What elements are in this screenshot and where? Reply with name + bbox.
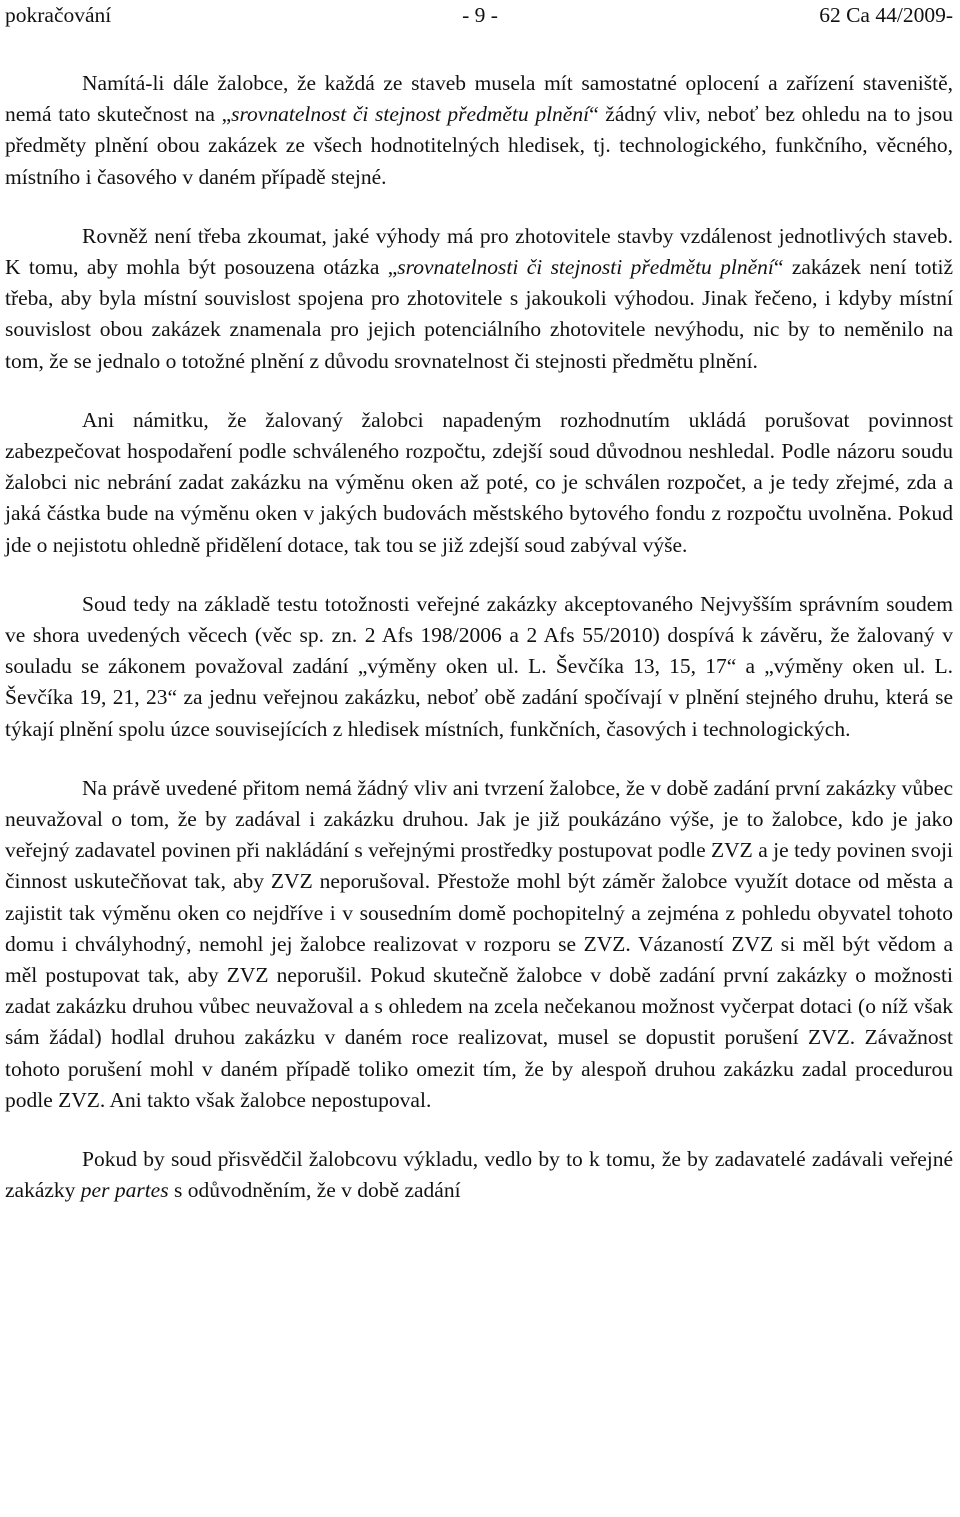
paragraph (5, 1144, 953, 1206)
document-body (5, 68, 953, 1207)
italic-text: srovnatelnosti či stejnosti předmětu plnění (397, 255, 774, 280)
paragraph-text: “ zakázek není totiž třeba, aby byla místní souvislost spojena pro zhotovitele s jakoukoli výhodou. Jinak řečeno, i kdyby místní souvislost obou zakázek znamenala pro jejich potenciálního zhotovitele nevýhodu, nic by to neměnilo na tom, že se jednalo o totožné plnění z důvodu srovnatelnost či stejnosti předmětu plnění. (5, 255, 953, 373)
paragraph (5, 221, 953, 377)
paragraph-text: Ani námitku, že žalovaný žalobci napadeným rozhodnutím ukládá porušovat povinnost zabezpečovat hospodaření podle schváleného rozpočtu, zdejší soud důvodnou neshledal. Podle názoru soudu žalobci nic nebrání zadat zakázku na výměnu oken až poté, co je schválen rozpočet, a je tedy zřejmé, zda a jaká částka bude na výměnu oken v jakých budovách městského bytového fondu z rozpočtu uvolněna. Pokud jde o nejistotu ohledně přidělení dotace, tak tou se již zdejší soud zabýval výše. (5, 407, 953, 557)
page-number: - 9 - (462, 3, 498, 27)
paragraph (5, 773, 953, 1116)
paragraph-text: Namítá-li dále žalobce, že každá ze staveb musela mít samostatné oplocení a zařízení staveniště, nemá tato skutečnost na „ (5, 71, 953, 127)
paragraph (5, 589, 953, 745)
paragraph-text: Pokud by soud přisvědčil žalobcovu výkladu, vedlo by to k tomu, že by zadavatelé zadávali veřejné zakázky (5, 1147, 953, 1203)
paragraph (5, 68, 953, 193)
page-header (5, 0, 953, 30)
paragraph-text: “ žádný vliv, neboť bez ohledu na to jsou předměty plnění obou zakázek ze všech hodnotitelných hledisek, tj. technologického, funkčního, věcného, místního i časového v daném případě stejné. (5, 102, 953, 189)
paragraph (5, 405, 953, 561)
paragraph-text: Na právě uvedené přitom nemá žádný vliv ani tvrzení žalobce, že v době zadání první zakázky vůbec neuvažoval o tom, že by zadával i zakázku druhou. Jak je již poukázáno výše, je to žalobce, kdo je jako veřejný zadavatel povinen při nakládání s veřejnými prostředky postupovat podle ZVZ a je tedy povinen svoji činnost uskutečňovat tak, aby ZVZ neporušoval. Přestože mohl být záměr žalobce využít dotace od města a zajistit tak výměnu oken co nejdříve i v sousedním domě pochopitelný a zejména z pohledu obyvatel tohoto domu i chvályhodný, nemohl jej žalobce realizovat v rozporu se ZVZ. Vázaností ZVZ si měl být vědom a měl postupovat tak, aby ZVZ neporušil. Pokud skutečně žalobce v době zadání první zakázky o možnosti zadat zakázku druhou vůbec neuvažoval a s ohledem na zcela nečekanou možnost vyčerpat dotaci (o níž však sám žádal) hodlal druhou zakázku v daném roce realizovat, musel se dopustit porušení ZVZ. Závažnost tohoto porušení mohl v daném případě toliko omezit tím, že by alespoň druhou zakázku zadal procedurou podle ZVZ. Ani takto však žalobce nepostupoval. (5, 775, 953, 1112)
italic-text: per partes (80, 1178, 169, 1203)
header-left: pokračování (5, 3, 112, 27)
italic-text: srovnatelnost či stejnost předmětu plnění (231, 102, 590, 127)
paragraph-text: Rovněž není třeba zkoumat, jaké výhody má pro zhotovitele stavby vzdálenost jednotlivých staveb. K tomu, aby mohla být posouzena otázka „ (5, 223, 953, 280)
paragraph-text: Soud tedy na základě testu totožnosti veřejné zakázky akceptovaného Nejvyšším správním soudem ve shora uvedených věcech (věc sp. zn. 2 Afs 198/2006 a 2 Afs 55/2010) dospívá k závěru, že žalovaný v souladu se zákonem považoval zadání „výměny oken ul. L. Ševčíka 13, 15, 17“ a „výměny oken ul. L. Ševčíka 19, 21, 23“ za jednu veřejnou zakázku, neboť obě zadání spočívají v plnění stejného druhu, která se týkají plnění spolu úzce souvisejících z hledisek místních, funkčních, časových i technologických. (5, 591, 953, 741)
case-number: 62 Ca 44/2009- (819, 3, 953, 27)
paragraph-text: s odůvodněním, že v době zadání (168, 1178, 461, 1203)
